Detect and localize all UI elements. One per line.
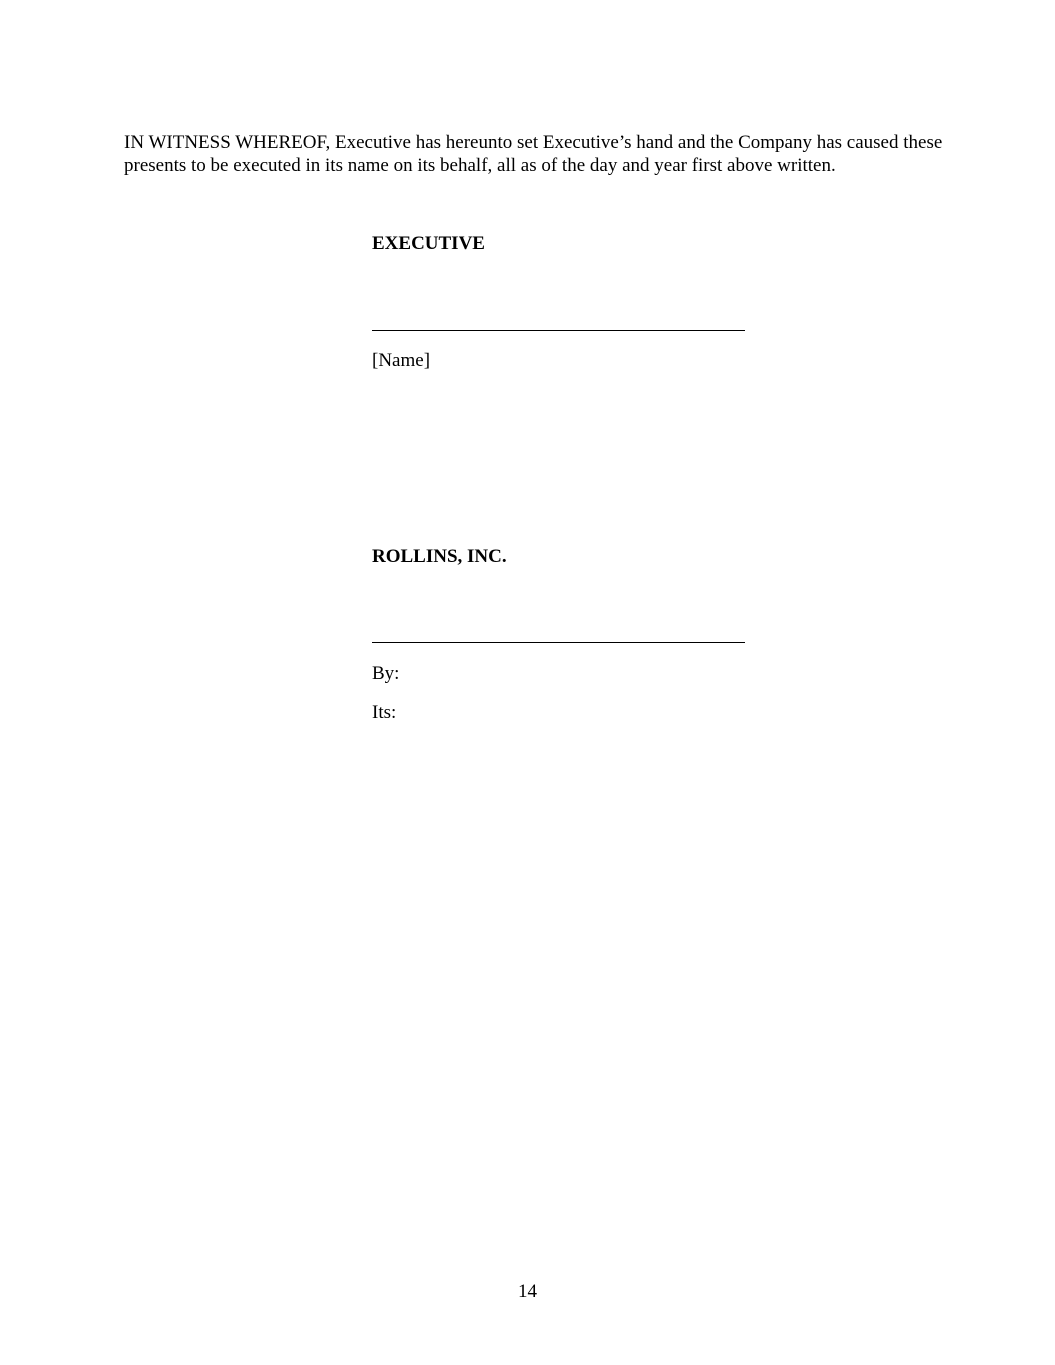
executive-signature-area [372,330,752,331]
company-its-area [372,701,752,724]
executive-signature-block [372,232,752,255]
company-by-label: By: [372,663,400,684]
company-signature-line [372,642,745,643]
company-signature-area [372,642,752,643]
executive-name-label: [Name] [372,350,431,371]
company-its-label: Its: [372,702,397,723]
executive-signature-line [372,330,745,331]
executive-heading: EXECUTIVE [372,233,485,254]
executive-name-area [372,349,752,372]
company-heading: ROLLINS, INC. [372,546,507,567]
witness-paragraph: IN WITNESS WHEREOF, Executive has hereunto set Executive’s hand and the Company has caused these presents to be executed in its name on its behalf, all as of the day and year first above written. [124,132,943,176]
page-number: 14 [518,1281,537,1302]
company-signature-block [372,545,752,568]
company-by-area [372,662,752,685]
